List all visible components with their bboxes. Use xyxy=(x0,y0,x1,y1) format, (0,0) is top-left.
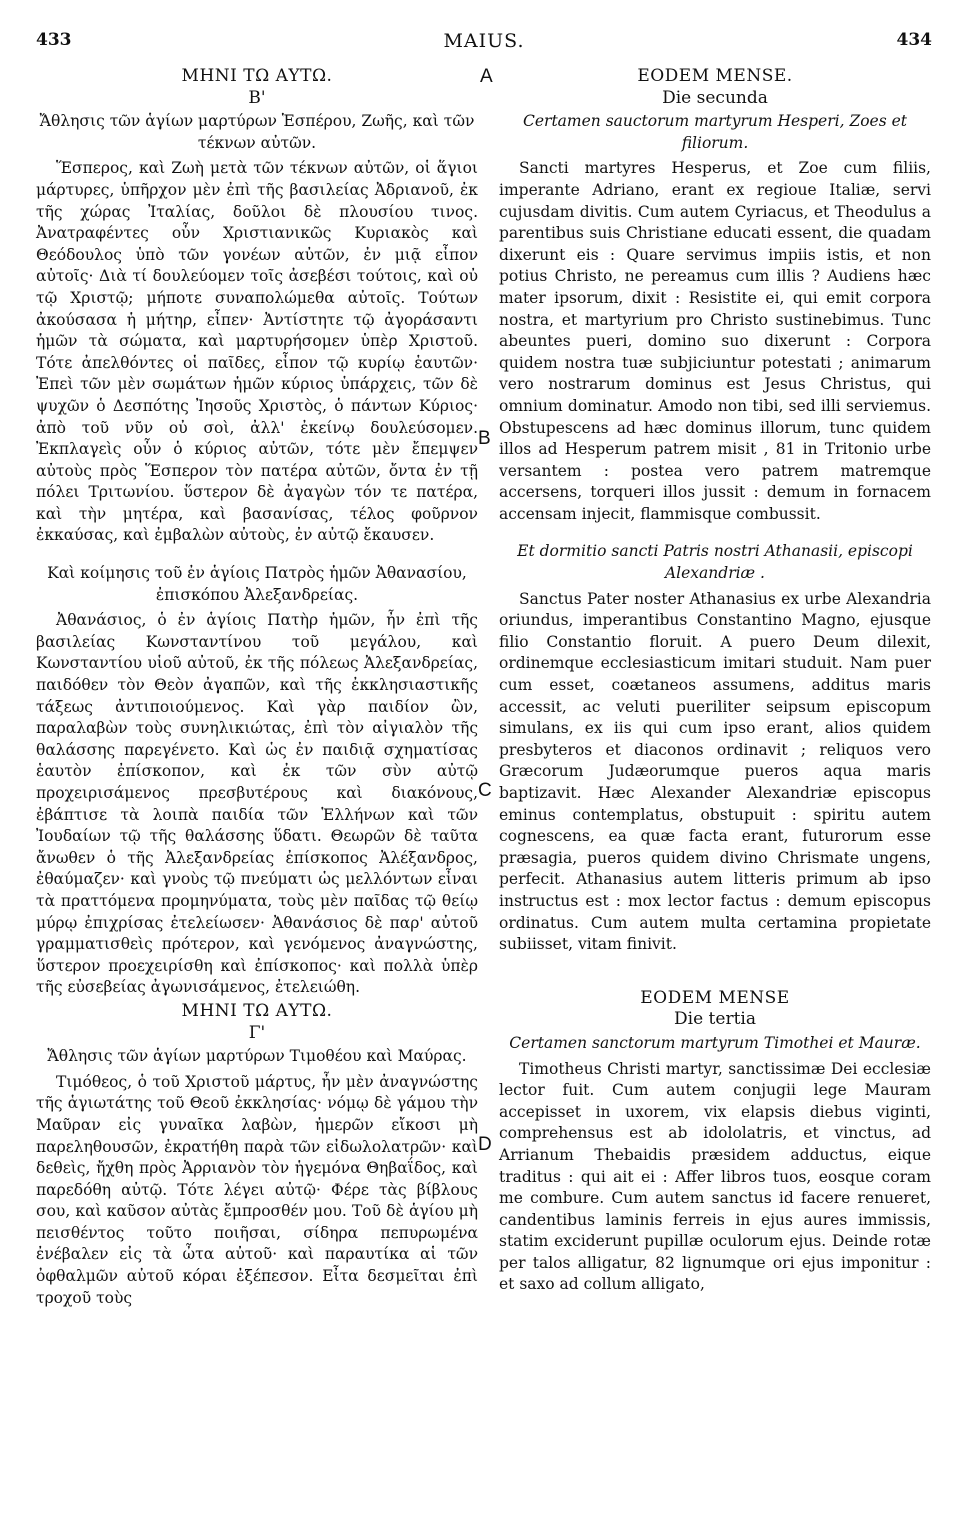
greek-paragraph: Τιμόθεος, ὁ τοῦ Χριστοῦ μάρτυς, ἦν μὲν ἀναγνώστης τῆς ἁγιωτάτης τοῦ Θεοῦ ἐκκλησίας· νόμῳ δὲ γάμου τὴν Μαῦραν εἰς γυναῖκα λαβὼν, ἡμερῶν εἴκοσι μὴ παρεληθουσῶν, ἐκρατήθη παρὰ τῶν εἰδωλολατρῶν· καὶ δεθεὶς, ἤχθη πρὸς Ἀρριανὸν τὸν ἡγεμόνα Θηβαΐδος, καὶ παρεδόθη αὐτῷ. Τότε λέγει αὐτῷ· Φέρε τὰς βίβλους σου, καὶ καῦσον αὐτὰς ἔμπροσθέν μου. Τοῦ δὲ ἁγίου μὴ πεισθέντος τοῦτο ποιῆσαι, σίδηρα πεπυρωμένα ἐνέβαλεν εἰς τὰ ὦτα αὐτοῦ· καὶ παραυτίκα αἱ τῶν ὀφθαλμῶν αὐτοῦ κόραι ἐξέπεσον. Εἶτα δεσμεῖται ἐπὶ τροχοῦ τοὺς xyxy=(36,1072,478,1307)
section-marker-a: A xyxy=(480,66,493,87)
latin-subheading: Die secunda xyxy=(662,87,768,108)
greek-day-number: Γ' xyxy=(248,1022,266,1043)
latin-paragraph: Timotheus Christi martyr, sanctissimæ Dei ecclesiæ lector fuit. Cum autem conjugii lege Mauram accepisset in uxorem, vix elapsis diebus viginti, comprehensus est ab idololatris, et vinctus, ad Arrianum Thebaidis præsidem adductus, eique traditus : qui ait ei : Affer libros tuos, eosque coram me combure. Cum autem sanctus id facere renueret, candentibus laminis ferreis in ejus aures immissis, statim exciderunt pupillæ oculorum ejus. Deinde rotæ per talos alligatur, 82 lignumque ori ejus imponitur : et saxo ad collum alligato, xyxy=(499,1059,931,1294)
latin-column xyxy=(499,66,931,1298)
latin-subheading: Die tertia xyxy=(674,1009,756,1030)
greek-paragraph: Ἀθανάσιος, ὁ ἐν ἁγίοις Πατὴρ ἡμῶν, ἦν ἐπὶ τῆς βασιλείας Κωνσταντίνου τοῦ μεγάλου, καὶ Κωνσταντίου υἱοῦ αὐτοῦ, ἐκ τῆς πόλεως Ἀλεξανδρείας, παιδόθεν τὸν Θεὸν ἀγαπῶν, καὶ τῆς ἐκκλησιαστικῆς τάξεως ἀντιποιούμενος. Καὶ γὰρ παιδίον ὢν, παραλαβὼν τοὺς συνηλικιώτας, ἐπὶ τὸν αἰγιαλὸν τῆς θαλάσσης παρεγένετο. Καὶ ὡς ἐν παιδιᾷ σχηματίσας ἑαυτὸν ἐπίσκοπον, καὶ ἐκ τῶν σὺν αὐτῷ προχειρισάμενος πρεσβυτέρους καὶ διακόνους, ἐβάπτισε τὰ λοιπὰ παιδία τῶν Ἑλλήνων καὶ τῶν Ἰουδαίων τῷ τῆς θαλάσσης ὕδατι. Θεωρῶν δὲ ταῦτα ἄνωθεν ὁ τῆς Ἀλεξανδρείας ἐπίσκοπος Ἀλέξανδρος, ἐθαύμαζεν· καὶ γνοὺς τῷ πνεύματι ὡς μελλόντων εἶναι τὰ πραττόμενα προμηνύματα, τοὺς μὲν παῖδας τῷ θείῳ μύρῳ ἐπιχρίσας ἐτελείωσεν· Ἀθανάσιος δὲ παρ' αὐτοῦ γραμματισθεὶς πρότερον, καὶ γενόμενος ἀναγνώστης, ὕστερον προεχειρίσθη καὶ ἐπίσκοπος· καὶ πολλὰ ὑπὲρ τῆς εὐσεβείας ἀγωνισάμενος, ἐτελειώθη. xyxy=(36,611,478,997)
latin-heading: EODEM MENSE. xyxy=(637,66,793,86)
greek-section-hesperus xyxy=(36,66,478,547)
latin-section-athanasius xyxy=(499,541,931,955)
section-marker-c: C xyxy=(478,780,492,801)
page-header xyxy=(36,30,932,54)
running-title: MAIUS. xyxy=(443,30,525,52)
greek-section-athanasius xyxy=(36,563,478,999)
latin-paragraph: Sanctus Pater noster Athanasius ex urbe Alexandria oriundus, imperantibus Constantino Magno, ejusque filio Constantio floruit. A puero Deum dilexit, ordinemque ecclesiasticum imitari studuit. Nam puer cum esset, coætaneos assumens, additus maris accessit, ac veluti pueriliter seipsum episcopum simulans, ex iis qui cum ipso erant, alios quidem presbyteros et diaconos ordinavit ; reliquos vero Græcorum Judæorumque pueros aqua maris baptizavit. Hæc Alexander Alexandriæ episcopus eminus contemplatus, obstupuit : spiritu autem cognescens, ea quæ facta erant, futurorum esse præsagia, pueros quidem divino Chrismate ungens, perfecit. Athanasius autem litteris primum ab ipso instructus est : mox lector factus : demum episcopus ordinatus. Cum autem multa certamina propietate subiisset, vitam finivit. xyxy=(499,589,931,954)
greek-day-number: Β' xyxy=(248,87,266,108)
latin-section-title: Certamen sauctorum martyrum Hesperi, Zoes et filiorum. xyxy=(523,112,907,152)
section-marker-d: D xyxy=(478,1134,492,1155)
greek-section-title: Ἄθλησις τῶν ἁγίων μαρτύρων Ἑσπέρου, Ζωῆς, καὶ τῶν τέκνων αὐτῶν. xyxy=(39,112,475,152)
page-number-left: 433 xyxy=(36,30,72,50)
latin-paragraph: Sancti martyres Hesperus, et Zoe cum filiis, imperante Adriano, erant ex regioue Italiæ, servi cujusdam divitis. Cum autem Cyriacus, et Theodulus a parentibus suis Christiane educati essent, die quadam dixerunt eis : Quare servimus impiis istis, et non potius Christo, ne pereamus cum illis ? Audiens hæc mater ipsorum, dixit : Resistite ei, qui emit corpora nostra, et martyrium pro Christo sustinebimus. Tunc abeuntes pueri, domino suo dixerunt : Corpora quidem nostra tuæ subjiciuntur potestati ; animarum vero nostrarum dominus est Jesus Christus, qui omnium dominatur. Amodo non tibi, sed illi serviemus. Obstupescens ad hæc dominus illorum, tunc quidem illos ad Hesperum patrem misit , 81 in Tritonio urbe versantem : postea vero patrem matremque accersens, torqueri illos jussit : demum in fornacem accensam injecit, flammisque combussit. xyxy=(499,159,931,523)
section-marker-b: B xyxy=(478,428,491,449)
greek-section-title: Ἄθλησις τῶν ἁγίων μαρτύρων Τιμοθέου καὶ Μαύρας. xyxy=(47,1047,467,1066)
latin-section-title: Certamen sanctorum martyrum Timothei et Mauræ. xyxy=(509,1033,921,1052)
greek-paragraph: Ἕσπερος, καὶ Ζωὴ μετὰ τῶν τέκνων αὐτῶν, οἱ ἅγιοι μάρτυρες, ὑπῆρχον μὲν ἐπὶ τῆς βασιλείας Ἀδριανοῦ, ἐκ τῆς χώρας Ἰταλίας, δοῦλοι δὲ πλουσίου τινος. Ἀνατραφέντες οὖν Χριστιανικῶς Κυριακὸς καὶ Θεόδουλος ὑπὸ τῶν γονέων αὐτῶν, ἐν μιᾷ εἶπον αὐτοῖς· Διὰ τί δουλεύομεν τοῖς ἀσεβέσι τούτοις, καὶ οὐ τῷ Χριστῷ; μήποτε συναπολώμεθα αὐτοῖς. Τούτων ἀκούσασα ἡ μήτηρ, εἶπεν· Ἀντίστητε τῷ ἀγοράσαντι ἡμῶν τὰ σώματα, καὶ μαρτυρήσομεν ὑπὲρ Χριστοῦ. Τότε ἀπελθόντες οἱ παῖδες, εἶπον τῷ κυρίῳ ἑαυτῶν· Ἐπεὶ τῶν μὲν σωμάτων ἡμῶν κύριος ὑπάρχεις, τῶν δὲ ψυχῶν ὁ Δεσπότης Ἰησοῦς Χριστὸς, ὁ πάντων Κύριος· ἀπὸ τοῦ νῦν οὐ σοὶ, ἀλλ' ἐκείνῳ δουλεύσομεν. Ἐκπλαγεὶς οὖν ὁ κύριος αὐτῶν, τότε μὲν ἔπεμψεν αὐτοὺς πρὸς Ἕσπερον τὸν πατέρα αὐτῶν, ὄντα ἐν τῇ πόλει Τριτωνίου. ὕστερον δὲ ἀγαγὼν τόν τε πατέρα, καὶ τὴν μητέρα, καὶ βασανίσας, τέλος φοῦρνον ἐκκαύσας, καὶ ἐμβαλὼν αὐτοὺς, ἐν αὐτῷ ἔκαυσεν. xyxy=(36,159,478,545)
latin-heading: EODEM MENSE xyxy=(640,987,790,1008)
greek-section-timothy xyxy=(36,1001,478,1309)
latin-section-title: Et dormitio sancti Patris nostri Athanasii, episcopi Alexandriæ . xyxy=(517,542,913,583)
greek-heading: ΜΗΝΙ ΤΩ ΑΥΤΩ. xyxy=(181,1000,333,1021)
greek-column xyxy=(36,66,478,1311)
latin-section-hesperus xyxy=(499,66,931,525)
latin-section-timothy xyxy=(499,988,931,1296)
greek-heading: ΜΗΝΙ ΤΩ ΑΥΤΩ. xyxy=(181,66,333,86)
greek-section-title: Καὶ κοίμησις τοῦ ἐν ἁγίοις Πατρὸς ἡμῶν Ἀθανασίου, ἐπισκόπου Ἀλεξανδρείας. xyxy=(47,564,467,604)
page-number-right: 434 xyxy=(896,30,932,50)
